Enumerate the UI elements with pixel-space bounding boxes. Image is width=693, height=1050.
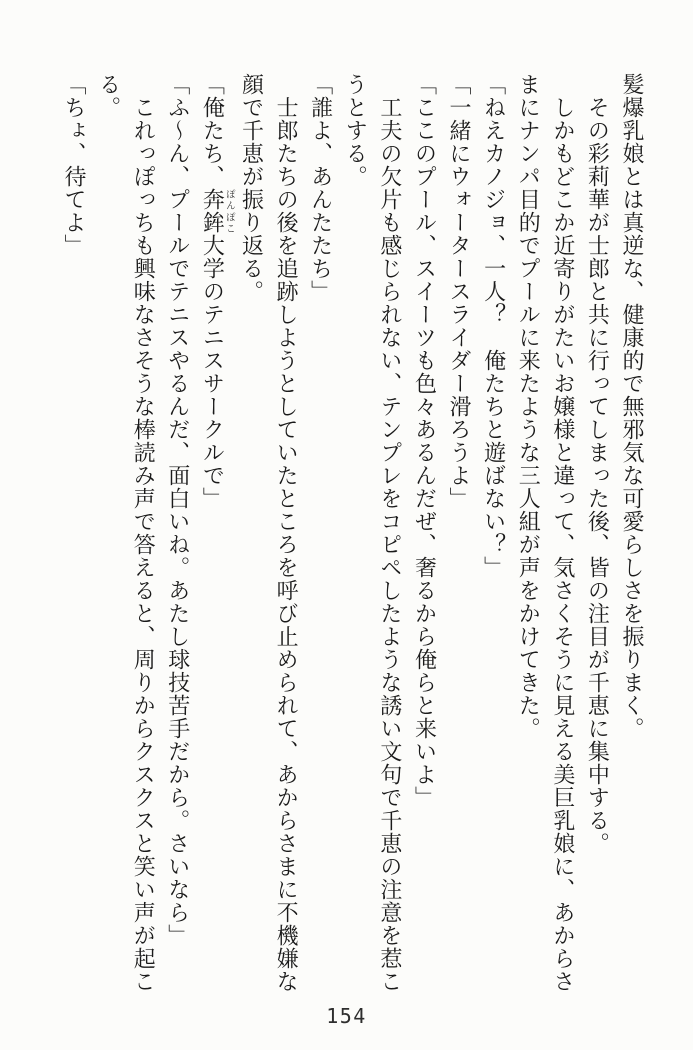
text-line: 工夫の欠片も感じられない、テンプレをコピペしたような誘い文句で千恵の注意を惹こ	[377, 96, 403, 993]
text-line: 士郎たちの後を追跡しようとしていたところを呼び止められて、あからさまに不機嫌な	[274, 96, 300, 993]
text-line: その彩莉華が士郎と共に行ってしまった後、皆の注目が千恵に集中する。	[585, 96, 611, 855]
text-line: 「誰よ、あんたたち」	[308, 73, 334, 303]
text-line: 「ここのプール、スイーツも色々あるんだぜ、奢るから俺らと来いよ」	[412, 73, 438, 809]
text-line: 「ねえカノジョ、一人？ 俺たちと遊ばない？」	[481, 73, 507, 579]
text-line: 顔で千恵が振り返る。	[239, 73, 265, 303]
text-block	[56, 73, 649, 997]
text-line: 「俺たち、奔鉾ぽんぽこ大学のテニスサークルで」	[200, 73, 234, 510]
ruby-annotation: 奔鉾ぽんぽこ	[200, 188, 234, 234]
text-line: しかもどこか近寄りがたいお嬢様と違って、気さくそうに見える美巨乳娘に、あからさ	[550, 96, 576, 993]
text-line: 髪爆乳娘とは真逆な、健康的で無邪気な可愛らしさを振りまく。	[620, 73, 645, 740]
text-line: これっぽっちも興味なさそうな棒読み声で答えると、周りからクスクスと笑い声が起こ	[131, 96, 157, 993]
text-line: まにナンパ目的でプールに来たような三人組が声をかけてきた。	[516, 73, 542, 740]
text-line: る。	[96, 73, 122, 119]
text-line: 「ちょ、待てよ」	[62, 73, 87, 257]
text-line: 「ふ〜ん、プールでテニスやるんだ、面白いね。あたし球技苦手だから。さいなら」	[165, 73, 191, 947]
text-line: 「一緒にウォータースライダー滑ろうよ」	[447, 73, 473, 510]
text-line: うとする。	[343, 73, 369, 188]
page-number: 154	[326, 1004, 367, 1028]
